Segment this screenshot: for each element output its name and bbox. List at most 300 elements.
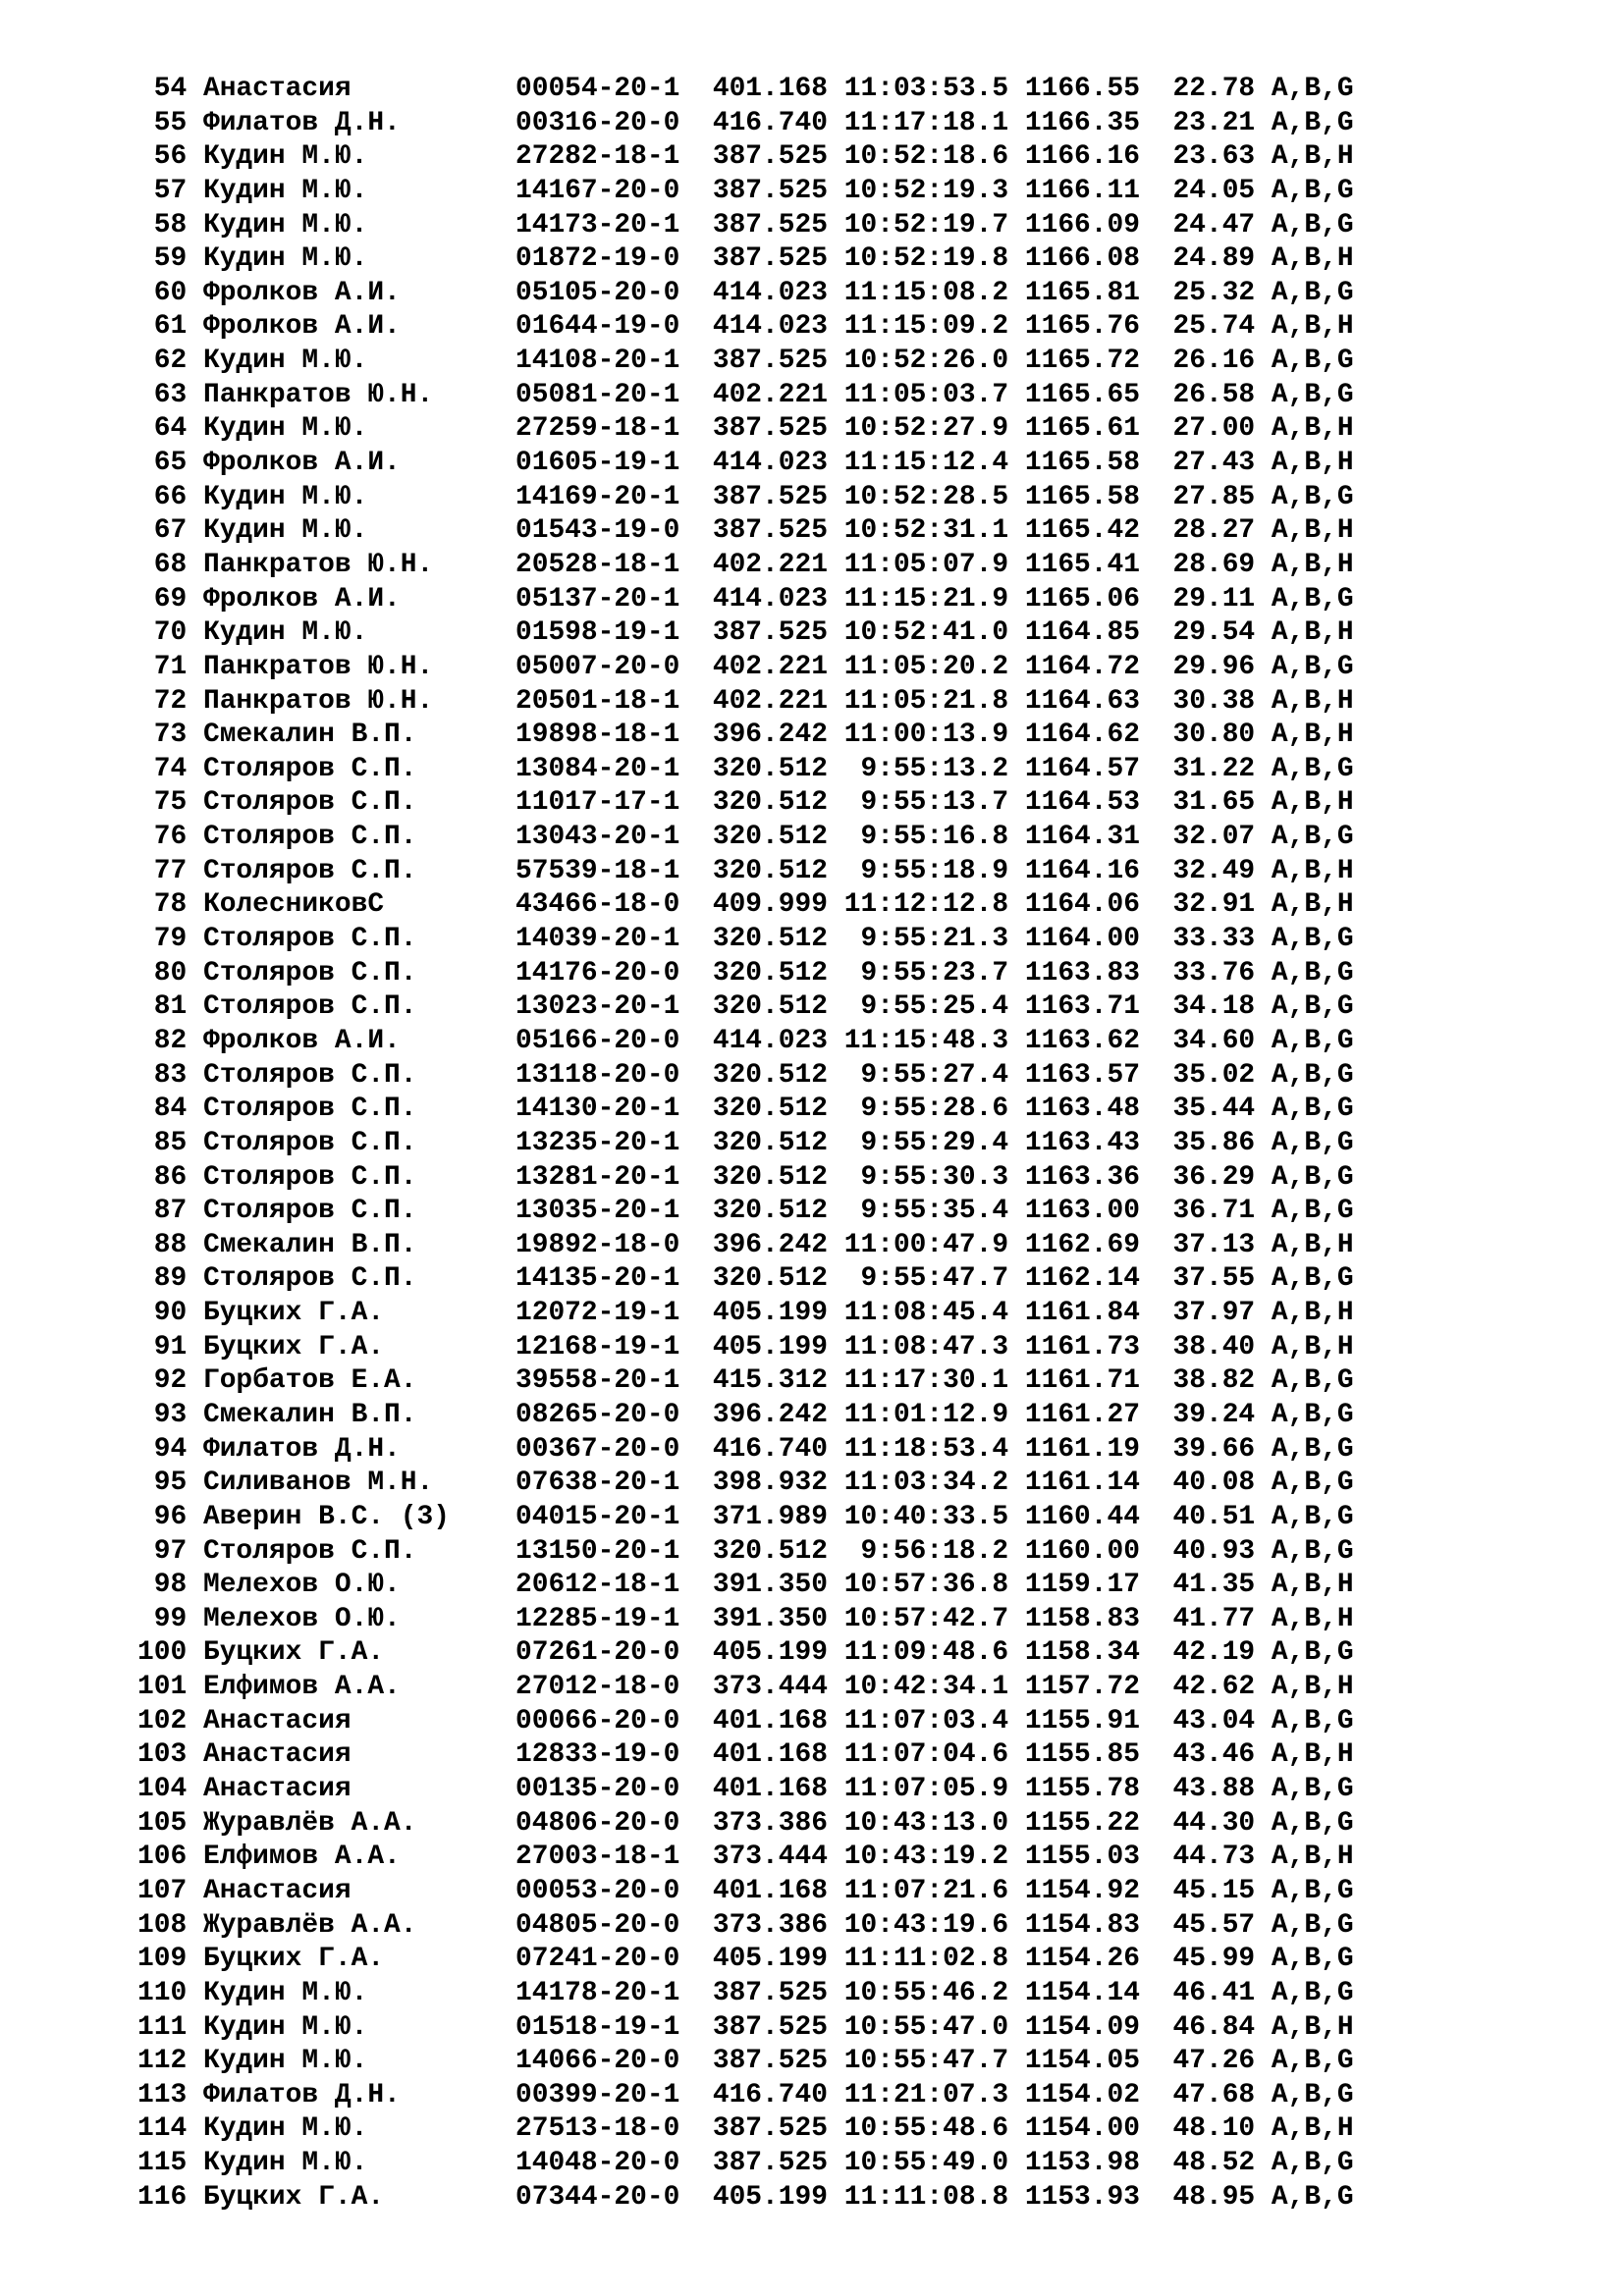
cell-time: 9:56:18.2 bbox=[843, 1535, 1025, 1567]
cell-name: Кудин М.Ю. bbox=[202, 413, 515, 445]
cell-name: Фролков А.И. bbox=[202, 311, 515, 343]
cell-distance: 387.525 bbox=[712, 2148, 844, 2179]
cell-coef: 23.63 bbox=[1156, 141, 1272, 173]
cell-ring: 05166-20-0 bbox=[514, 1025, 713, 1056]
result-row bbox=[137, 1467, 1354, 1501]
cell-distance: 414.023 bbox=[712, 277, 844, 308]
result-row bbox=[137, 1297, 1354, 1331]
cell-coef: 35.44 bbox=[1156, 1094, 1272, 1125]
cell-distance: 387.525 bbox=[712, 481, 844, 512]
cell-coef: 24.89 bbox=[1156, 243, 1272, 275]
cell-place: 74 bbox=[137, 753, 203, 784]
cell-group: A,B,G bbox=[1271, 209, 1354, 240]
cell-group: A,B,G bbox=[1271, 1637, 1354, 1669]
cell-speed: 1164.00 bbox=[1024, 924, 1157, 955]
cell-group: A,B,G bbox=[1271, 957, 1354, 988]
result-row bbox=[137, 1943, 1354, 1977]
cell-speed: 1163.36 bbox=[1024, 1161, 1157, 1193]
cell-place: 103 bbox=[137, 1739, 203, 1771]
cell-place: 110 bbox=[137, 1977, 203, 2008]
cell-name: Анастасия bbox=[202, 74, 515, 104]
cell-place: 104 bbox=[137, 1774, 203, 1805]
cell-time: 10:52:27.9 bbox=[843, 413, 1025, 445]
cell-name: Кудин М.Ю. bbox=[202, 2046, 515, 2077]
cell-distance: 387.525 bbox=[712, 346, 844, 377]
cell-name: Панкратов Ю.Н. bbox=[202, 685, 515, 717]
result-row bbox=[137, 786, 1354, 821]
cell-group: A,B,G bbox=[1271, 2148, 1354, 2179]
cell-place: 88 bbox=[137, 1229, 203, 1260]
cell-speed: 1165.06 bbox=[1024, 583, 1157, 614]
cell-speed: 1166.16 bbox=[1024, 141, 1157, 173]
cell-ring: 20501-18-1 bbox=[514, 685, 713, 717]
cell-group: A,B,G bbox=[1271, 753, 1354, 784]
cell-name: Елфимов А.А. bbox=[202, 1842, 515, 1873]
cell-ring: 01605-19-1 bbox=[514, 448, 713, 479]
cell-group: A,B,H bbox=[1271, 889, 1354, 921]
cell-ring: 14176-20-0 bbox=[514, 957, 713, 988]
cell-speed: 1154.05 bbox=[1024, 2046, 1157, 2077]
cell-speed: 1164.53 bbox=[1024, 787, 1157, 819]
cell-coef: 29.54 bbox=[1156, 617, 1272, 649]
cell-group: A,B,G bbox=[1271, 1094, 1354, 1125]
cell-distance: 405.199 bbox=[712, 1298, 844, 1329]
cell-place: 71 bbox=[137, 651, 203, 682]
cell-place: 61 bbox=[137, 311, 203, 343]
cell-speed: 1163.43 bbox=[1024, 1127, 1157, 1158]
cell-group: A,B,G bbox=[1271, 1535, 1354, 1567]
cell-name: Силиванов М.Н. bbox=[202, 1468, 515, 1499]
cell-ring: 43466-18-0 bbox=[514, 889, 713, 921]
cell-name: Столяров С.П. bbox=[202, 957, 515, 988]
cell-coef: 47.68 bbox=[1156, 2079, 1272, 2110]
cell-ring: 07638-20-1 bbox=[514, 1468, 713, 1499]
cell-speed: 1165.42 bbox=[1024, 515, 1157, 547]
cell-name: Филатов Д.Н. bbox=[202, 2079, 515, 2110]
cell-time: 11:01:12.9 bbox=[843, 1399, 1025, 1430]
cell-speed: 1165.41 bbox=[1024, 549, 1157, 580]
cell-place: 84 bbox=[137, 1094, 203, 1125]
cell-distance: 387.525 bbox=[712, 2011, 844, 2043]
cell-ring: 20528-18-1 bbox=[514, 549, 713, 580]
cell-place: 67 bbox=[137, 515, 203, 547]
results-list bbox=[137, 73, 1354, 2215]
cell-coef: 40.51 bbox=[1156, 1501, 1272, 1532]
cell-speed: 1165.72 bbox=[1024, 346, 1157, 377]
result-row bbox=[137, 379, 1354, 413]
cell-coef: 33.76 bbox=[1156, 957, 1272, 988]
cell-group: A,B,G bbox=[1271, 1161, 1354, 1193]
cell-speed: 1164.16 bbox=[1024, 855, 1157, 886]
cell-ring: 07241-20-0 bbox=[514, 1944, 713, 1975]
cell-place: 115 bbox=[137, 2148, 203, 2179]
cell-name: Кудин М.Ю. bbox=[202, 346, 515, 377]
cell-name: Буцких Г.А. bbox=[202, 1637, 515, 1669]
cell-group: A,B,H bbox=[1271, 685, 1354, 717]
cell-group: A,B,H bbox=[1271, 1298, 1354, 1329]
result-row bbox=[137, 345, 1354, 379]
cell-group: A,B,G bbox=[1271, 1059, 1354, 1091]
cell-speed: 1154.92 bbox=[1024, 1875, 1157, 1906]
cell-time: 9:55:21.3 bbox=[843, 924, 1025, 955]
cell-speed: 1163.48 bbox=[1024, 1094, 1157, 1125]
result-row bbox=[137, 651, 1354, 685]
cell-ring: 27513-18-0 bbox=[514, 2113, 713, 2145]
cell-group: A,B,H bbox=[1271, 720, 1354, 751]
cell-speed: 1165.61 bbox=[1024, 413, 1157, 445]
result-row bbox=[137, 1569, 1354, 1603]
cell-time: 11:09:48.6 bbox=[843, 1637, 1025, 1669]
cell-ring: 12072-19-1 bbox=[514, 1298, 713, 1329]
cell-time: 10:40:33.5 bbox=[843, 1501, 1025, 1532]
cell-time: 10:52:41.0 bbox=[843, 617, 1025, 649]
cell-ring: 04015-20-1 bbox=[514, 1501, 713, 1532]
cell-speed: 1166.35 bbox=[1024, 107, 1157, 138]
cell-ring: 00135-20-0 bbox=[514, 1774, 713, 1805]
cell-ring: 12168-19-1 bbox=[514, 1331, 713, 1362]
cell-place: 80 bbox=[137, 957, 203, 988]
cell-time: 10:52:19.8 bbox=[843, 243, 1025, 275]
cell-place: 94 bbox=[137, 1433, 203, 1465]
cell-name: Смекалин В.П. bbox=[202, 1399, 515, 1430]
result-row bbox=[137, 855, 1354, 889]
cell-name: Кудин М.Ю. bbox=[202, 2113, 515, 2145]
cell-group: A,B,G bbox=[1271, 1196, 1354, 1227]
cell-group: A,B,H bbox=[1271, 1842, 1354, 1873]
cell-name: Фролков А.И. bbox=[202, 448, 515, 479]
cell-place: 62 bbox=[137, 346, 203, 377]
cell-group: A,B,G bbox=[1271, 1365, 1354, 1397]
result-row bbox=[137, 1161, 1354, 1196]
cell-distance: 387.525 bbox=[712, 141, 844, 173]
cell-distance: 320.512 bbox=[712, 991, 844, 1023]
cell-time: 11:08:45.4 bbox=[843, 1298, 1025, 1329]
cell-name: Столяров С.П. bbox=[202, 1094, 515, 1125]
cell-place: 82 bbox=[137, 1025, 203, 1056]
cell-ring: 39558-20-1 bbox=[514, 1365, 713, 1397]
cell-place: 111 bbox=[137, 2011, 203, 2043]
cell-distance: 387.525 bbox=[712, 515, 844, 547]
cell-speed: 1154.14 bbox=[1024, 1977, 1157, 2008]
cell-speed: 1165.58 bbox=[1024, 448, 1157, 479]
cell-time: 11:11:08.8 bbox=[843, 2181, 1025, 2213]
cell-time: 10:43:19.6 bbox=[843, 1909, 1025, 1941]
cell-ring: 00316-20-0 bbox=[514, 107, 713, 138]
cell-distance: 387.525 bbox=[712, 2046, 844, 2077]
cell-place: 64 bbox=[137, 413, 203, 445]
cell-distance: 405.199 bbox=[712, 1331, 844, 1362]
cell-group: A,B,H bbox=[1271, 243, 1354, 275]
cell-name: Кудин М.Ю. bbox=[202, 515, 515, 547]
cell-place: 99 bbox=[137, 1603, 203, 1634]
cell-name: Смекалин В.П. bbox=[202, 1229, 515, 1260]
cell-coef: 37.13 bbox=[1156, 1229, 1272, 1260]
cell-ring: 12285-19-1 bbox=[514, 1603, 713, 1634]
cell-time: 9:55:18.9 bbox=[843, 855, 1025, 886]
cell-coef: 23.21 bbox=[1156, 107, 1272, 138]
cell-group: A,B,G bbox=[1271, 822, 1354, 853]
cell-speed: 1157.72 bbox=[1024, 1672, 1157, 1703]
cell-coef: 48.52 bbox=[1156, 2148, 1272, 2179]
result-row bbox=[137, 1059, 1354, 1094]
cell-place: 87 bbox=[137, 1196, 203, 1227]
cell-speed: 1159.17 bbox=[1024, 1570, 1157, 1601]
cell-name: Кудин М.Ю. bbox=[202, 141, 515, 173]
cell-place: 69 bbox=[137, 583, 203, 614]
cell-place: 108 bbox=[137, 1909, 203, 1941]
cell-distance: 320.512 bbox=[712, 787, 844, 819]
cell-place: 73 bbox=[137, 720, 203, 751]
cell-group: A,B,G bbox=[1271, 1944, 1354, 1975]
cell-distance: 396.242 bbox=[712, 1229, 844, 1260]
result-row bbox=[137, 1977, 1354, 2011]
cell-speed: 1153.98 bbox=[1024, 2148, 1157, 2179]
result-row bbox=[137, 888, 1354, 923]
cell-speed: 1163.62 bbox=[1024, 1025, 1157, 1056]
cell-name: Анастасия bbox=[202, 1705, 515, 1736]
cell-name: Анастасия bbox=[202, 1739, 515, 1771]
cell-speed: 1164.85 bbox=[1024, 617, 1157, 649]
result-row bbox=[137, 685, 1354, 720]
cell-distance: 405.199 bbox=[712, 1637, 844, 1669]
cell-distance: 320.512 bbox=[712, 855, 844, 886]
cell-coef: 22.78 bbox=[1156, 74, 1272, 104]
cell-distance: 414.023 bbox=[712, 1025, 844, 1056]
cell-speed: 1163.83 bbox=[1024, 957, 1157, 988]
cell-distance: 401.168 bbox=[712, 74, 844, 104]
cell-name: Елфимов А.А. bbox=[202, 1672, 515, 1703]
cell-coef: 37.55 bbox=[1156, 1263, 1272, 1295]
cell-ring: 00054-20-1 bbox=[514, 74, 713, 104]
cell-ring: 13035-20-1 bbox=[514, 1196, 713, 1227]
result-row bbox=[137, 549, 1354, 583]
result-row bbox=[137, 1773, 1354, 1807]
cell-speed: 1164.06 bbox=[1024, 889, 1157, 921]
cell-ring: 14108-20-1 bbox=[514, 346, 713, 377]
cell-place: 63 bbox=[137, 379, 203, 410]
cell-coef: 44.30 bbox=[1156, 1807, 1272, 1839]
cell-place: 95 bbox=[137, 1468, 203, 1499]
cell-ring: 08265-20-0 bbox=[514, 1399, 713, 1430]
cell-time: 9:55:35.4 bbox=[843, 1196, 1025, 1227]
cell-ring: 05007-20-0 bbox=[514, 651, 713, 682]
cell-distance: 402.221 bbox=[712, 685, 844, 717]
cell-name: Мелехов О.Ю. bbox=[202, 1603, 515, 1634]
cell-time: 11:03:34.2 bbox=[843, 1468, 1025, 1499]
result-row bbox=[137, 1671, 1354, 1705]
cell-group: A,B,G bbox=[1271, 1807, 1354, 1839]
cell-distance: 402.221 bbox=[712, 549, 844, 580]
cell-name: Кудин М.Ю. bbox=[202, 617, 515, 649]
cell-place: 102 bbox=[137, 1705, 203, 1736]
cell-ring: 13281-20-1 bbox=[514, 1161, 713, 1193]
cell-time: 11:00:47.9 bbox=[843, 1229, 1025, 1260]
result-row bbox=[137, 1636, 1354, 1671]
cell-name: Кудин М.Ю. bbox=[202, 209, 515, 240]
cell-name: Филатов Д.Н. bbox=[202, 1433, 515, 1465]
result-row bbox=[137, 2079, 1354, 2113]
result-row bbox=[137, 175, 1354, 209]
cell-time: 11:05:20.2 bbox=[843, 651, 1025, 682]
cell-ring: 05137-20-1 bbox=[514, 583, 713, 614]
cell-name: Буцких Г.А. bbox=[202, 1331, 515, 1362]
result-row bbox=[137, 1331, 1354, 1365]
cell-place: 83 bbox=[137, 1059, 203, 1091]
cell-distance: 416.740 bbox=[712, 2079, 844, 2110]
cell-time: 9:55:28.6 bbox=[843, 1094, 1025, 1125]
cell-coef: 26.58 bbox=[1156, 379, 1272, 410]
cell-time: 11:05:21.8 bbox=[843, 685, 1025, 717]
cell-distance: 320.512 bbox=[712, 822, 844, 853]
cell-distance: 387.525 bbox=[712, 617, 844, 649]
result-row bbox=[137, 1875, 1354, 1909]
cell-coef: 27.00 bbox=[1156, 413, 1272, 445]
cell-group: A,B,H bbox=[1271, 549, 1354, 580]
cell-time: 11:03:53.5 bbox=[843, 74, 1025, 104]
cell-group: A,B,H bbox=[1271, 1739, 1354, 1771]
cell-time: 11:07:03.4 bbox=[843, 1705, 1025, 1736]
result-row bbox=[137, 753, 1354, 787]
cell-time: 9:55:13.2 bbox=[843, 753, 1025, 784]
cell-distance: 320.512 bbox=[712, 1196, 844, 1227]
cell-speed: 1164.72 bbox=[1024, 651, 1157, 682]
cell-place: 70 bbox=[137, 617, 203, 649]
cell-name: Буцких Г.А. bbox=[202, 1944, 515, 1975]
cell-ring: 13235-20-1 bbox=[514, 1127, 713, 1158]
result-row bbox=[137, 140, 1354, 175]
cell-name: Фролков А.И. bbox=[202, 1025, 515, 1056]
cell-coef: 45.15 bbox=[1156, 1875, 1272, 1906]
cell-name: КолесниковС bbox=[202, 889, 515, 921]
cell-time: 11:15:21.9 bbox=[843, 583, 1025, 614]
cell-name: Фролков А.И. bbox=[202, 277, 515, 308]
cell-speed: 1161.19 bbox=[1024, 1433, 1157, 1465]
cell-distance: 387.525 bbox=[712, 1977, 844, 2008]
cell-name: Фролков А.И. bbox=[202, 583, 515, 614]
cell-coef: 28.27 bbox=[1156, 515, 1272, 547]
result-row bbox=[137, 1535, 1354, 1570]
result-row bbox=[137, 616, 1354, 651]
cell-speed: 1155.22 bbox=[1024, 1807, 1157, 1839]
result-row bbox=[137, 412, 1354, 447]
cell-coef: 40.08 bbox=[1156, 1468, 1272, 1499]
cell-ring: 14130-20-1 bbox=[514, 1094, 713, 1125]
cell-ring: 05105-20-0 bbox=[514, 277, 713, 308]
cell-name: Столяров С.П. bbox=[202, 1161, 515, 1193]
cell-group: A,B,G bbox=[1271, 583, 1354, 614]
cell-name: Столяров С.П. bbox=[202, 1196, 515, 1227]
cell-distance: 414.023 bbox=[712, 448, 844, 479]
cell-place: 86 bbox=[137, 1161, 203, 1193]
cell-speed: 1154.26 bbox=[1024, 1944, 1157, 1975]
cell-speed: 1165.58 bbox=[1024, 481, 1157, 512]
cell-name: Буцких Г.А. bbox=[202, 1298, 515, 1329]
cell-distance: 409.999 bbox=[712, 889, 844, 921]
cell-place: 66 bbox=[137, 481, 203, 512]
cell-name: Столяров С.П. bbox=[202, 822, 515, 853]
cell-distance: 396.242 bbox=[712, 1399, 844, 1430]
cell-place: 75 bbox=[137, 787, 203, 819]
cell-place: 68 bbox=[137, 549, 203, 580]
cell-coef: 35.02 bbox=[1156, 1059, 1272, 1091]
cell-time: 11:17:18.1 bbox=[843, 107, 1025, 138]
cell-ring: 14173-20-1 bbox=[514, 209, 713, 240]
cell-place: 105 bbox=[137, 1807, 203, 1839]
cell-coef: 25.32 bbox=[1156, 277, 1272, 308]
cell-time: 9:55:47.7 bbox=[843, 1263, 1025, 1295]
result-row bbox=[137, 1364, 1354, 1399]
cell-distance: 405.199 bbox=[712, 2181, 844, 2213]
cell-coef: 32.91 bbox=[1156, 889, 1272, 921]
cell-ring: 20612-18-1 bbox=[514, 1570, 713, 1601]
cell-distance: 387.525 bbox=[712, 209, 844, 240]
cell-time: 9:55:13.7 bbox=[843, 787, 1025, 819]
cell-group: A,B,G bbox=[1271, 2181, 1354, 2213]
cell-group: A,B,G bbox=[1271, 481, 1354, 512]
cell-name: Столяров С.П. bbox=[202, 924, 515, 955]
cell-time: 11:15:09.2 bbox=[843, 311, 1025, 343]
cell-ring: 13118-20-0 bbox=[514, 1059, 713, 1091]
cell-coef: 29.11 bbox=[1156, 583, 1272, 614]
cell-speed: 1154.09 bbox=[1024, 2011, 1157, 2043]
cell-distance: 320.512 bbox=[712, 924, 844, 955]
cell-name: Аверин В.С. (3) bbox=[202, 1501, 515, 1532]
cell-speed: 1161.73 bbox=[1024, 1331, 1157, 1362]
cell-time: 11:07:21.6 bbox=[843, 1875, 1025, 1906]
cell-speed: 1154.00 bbox=[1024, 2113, 1157, 2145]
cell-speed: 1166.55 bbox=[1024, 74, 1157, 104]
cell-ring: 27003-18-1 bbox=[514, 1842, 713, 1873]
cell-distance: 320.512 bbox=[712, 753, 844, 784]
cell-speed: 1165.81 bbox=[1024, 277, 1157, 308]
cell-place: 91 bbox=[137, 1331, 203, 1362]
cell-distance: 320.512 bbox=[712, 1535, 844, 1567]
cell-speed: 1161.71 bbox=[1024, 1365, 1157, 1397]
result-row bbox=[137, 2147, 1354, 2181]
result-row bbox=[137, 1229, 1354, 1263]
cell-name: Столяров С.П. bbox=[202, 1127, 515, 1158]
cell-speed: 1155.78 bbox=[1024, 1774, 1157, 1805]
cell-place: 58 bbox=[137, 209, 203, 240]
cell-ring: 00066-20-0 bbox=[514, 1705, 713, 1736]
cell-coef: 24.05 bbox=[1156, 175, 1272, 206]
cell-distance: 320.512 bbox=[712, 1059, 844, 1091]
cell-coef: 26.16 bbox=[1156, 346, 1272, 377]
cell-speed: 1155.03 bbox=[1024, 1842, 1157, 1873]
cell-speed: 1160.00 bbox=[1024, 1535, 1157, 1567]
cell-place: 113 bbox=[137, 2079, 203, 2110]
cell-time: 9:55:27.4 bbox=[843, 1059, 1025, 1091]
result-row bbox=[137, 1399, 1354, 1433]
cell-distance: 320.512 bbox=[712, 957, 844, 988]
result-row bbox=[137, 447, 1354, 481]
cell-coef: 46.41 bbox=[1156, 1977, 1272, 2008]
cell-ring: 04805-20-0 bbox=[514, 1909, 713, 1941]
cell-distance: 405.199 bbox=[712, 1944, 844, 1975]
cell-ring: 14039-20-1 bbox=[514, 924, 713, 955]
result-row bbox=[137, 514, 1354, 549]
result-row bbox=[137, 73, 1354, 107]
cell-group: A,B,H bbox=[1271, 1331, 1354, 1362]
cell-group: A,B,G bbox=[1271, 379, 1354, 410]
cell-place: 114 bbox=[137, 2113, 203, 2145]
cell-speed: 1161.14 bbox=[1024, 1468, 1157, 1499]
cell-coef: 33.33 bbox=[1156, 924, 1272, 955]
cell-time: 9:55:29.4 bbox=[843, 1127, 1025, 1158]
cell-name: Панкратов Ю.Н. bbox=[202, 651, 515, 682]
cell-speed: 1158.83 bbox=[1024, 1603, 1157, 1634]
cell-name: Кудин М.Ю. bbox=[202, 2148, 515, 2179]
